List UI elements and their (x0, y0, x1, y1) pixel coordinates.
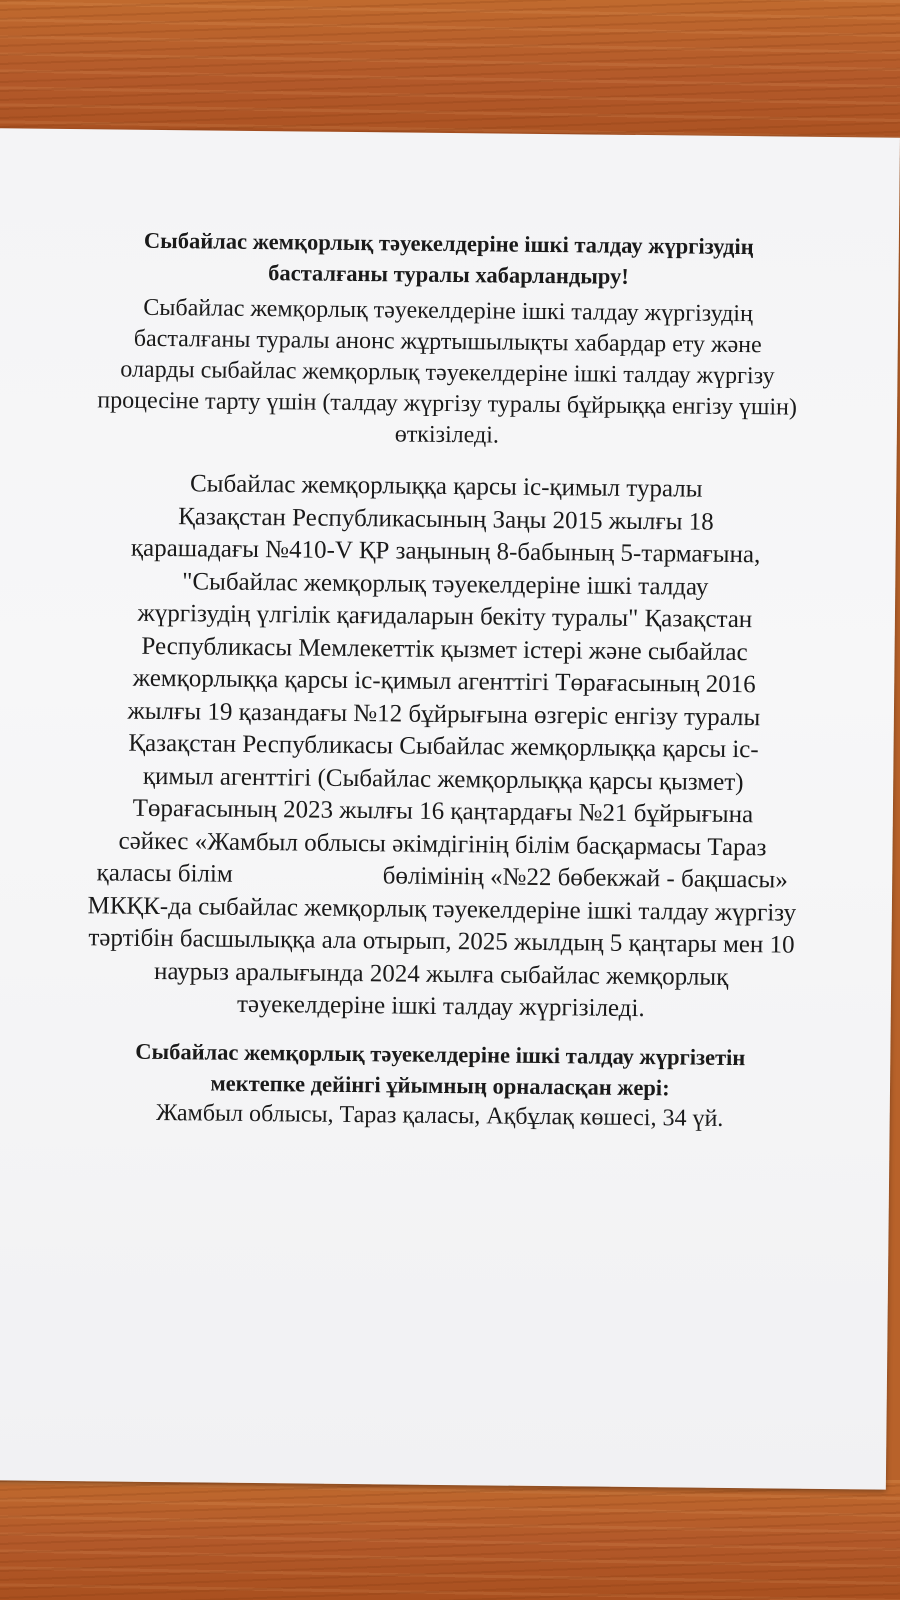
body-line: "Сыбайлас жемқорлық тәуекелдеріне ішкі талдау (182, 567, 709, 601)
intro-line: Сыбайлас жемқорлық тәуекелдеріне ішкі талдау жүргізудің (143, 294, 754, 328)
body-line: тәуекелдеріне ішкі талдау жүргізіледі. (236, 990, 645, 1023)
location-heading-line: Сыбайлас жемқорлық тәуекелдеріне ішкі талдау жүргізетін (135, 1038, 746, 1071)
body-line: наурыз аралығында 2024 жылға сыбайлас жемқорлық (153, 957, 729, 991)
location-heading-line: мектепке дейінгі ұйымның орналасқан жері: (210, 1070, 670, 1101)
announcement-title (58, 224, 839, 294)
body-split-left: қаласы білім (96, 859, 233, 888)
body-line: Сыбайлас жемқорлыққа қарсы іс-қимыл туралы (189, 470, 703, 503)
body-line: жүргізудің үлгілік қағидаларын бекіту туралы" Қазақстан (137, 599, 753, 634)
body-split-right: бөлімінің «№22 бөбекжай - бақшасы» (382, 862, 788, 894)
body-line: Республикасы Мемлекеттік қызмет істері және сыбайлас (141, 632, 748, 666)
title-line: басталғаны туралы хабарландыру! (268, 260, 629, 289)
blank-gap (233, 882, 383, 884)
intro-line: өткізіледі. (394, 421, 500, 449)
body-line: жылғы 19 қазандағы №12 бұйрығына өзгеріс енгізу туралы (127, 697, 761, 731)
body-line: Қазақстан Республикасының Заңы 2015 жылғы 18 (178, 502, 714, 536)
body-paragraph (51, 467, 837, 1028)
body-line: МКҚК-да сыбайлас жемқорлық тәуекелдеріне ішкі талдау жүргізу (87, 891, 797, 927)
body-line: Төрағасының 2023 жылғы 16 қаңтардағы №21 бұйрығына (132, 794, 754, 829)
body-line: қарашадағы №410-V ҚР заңының 8-бабының 5-тармағына, (130, 534, 761, 569)
wooden-table-bottom (0, 1480, 900, 1600)
intro-line: оларды сыбайлас жемқорлық тәуекелдеріне ішкі талдау жүргізу (120, 356, 775, 390)
location-address: Жамбыл облысы, Тараз қаласы, Ақбұлақ көшесі, 34 үй. (155, 1099, 724, 1132)
intro-line: басталғаны туралы анонс жұртышылықты хабардар ету және (133, 325, 762, 359)
body-line: сәйкес «Жамбыл облысы әкімдігінің білім басқармасы Тараз (118, 827, 767, 861)
location-section (50, 1035, 831, 1136)
paper-sheet (0, 128, 900, 1489)
title-line: Сыбайлас жемқорлық тәуекелдеріне ішкі талдау жүргізудің (143, 227, 754, 260)
body-line: тәртібін басшылыққа ала отырып, 2025 жылдың 5 қаңтары мен 10 (88, 924, 795, 959)
body-line: жемқорлыққа қарсы іс-қимыл агенттігі Төрағасының 2016 (132, 664, 756, 699)
body-line: қимыл агенттігі (Сыбайлас жемқорлыққа қарсы қызмет) (142, 762, 744, 796)
intro-line: процесіне тарту үшін (талдау жүргізу туралы бұйрыққа енгізу үшін) (97, 387, 798, 421)
body-line: Қазақстан Республикасы Сыбайлас жемқорлыққа қарсы іс- (128, 729, 759, 764)
intro-paragraph (57, 292, 839, 455)
